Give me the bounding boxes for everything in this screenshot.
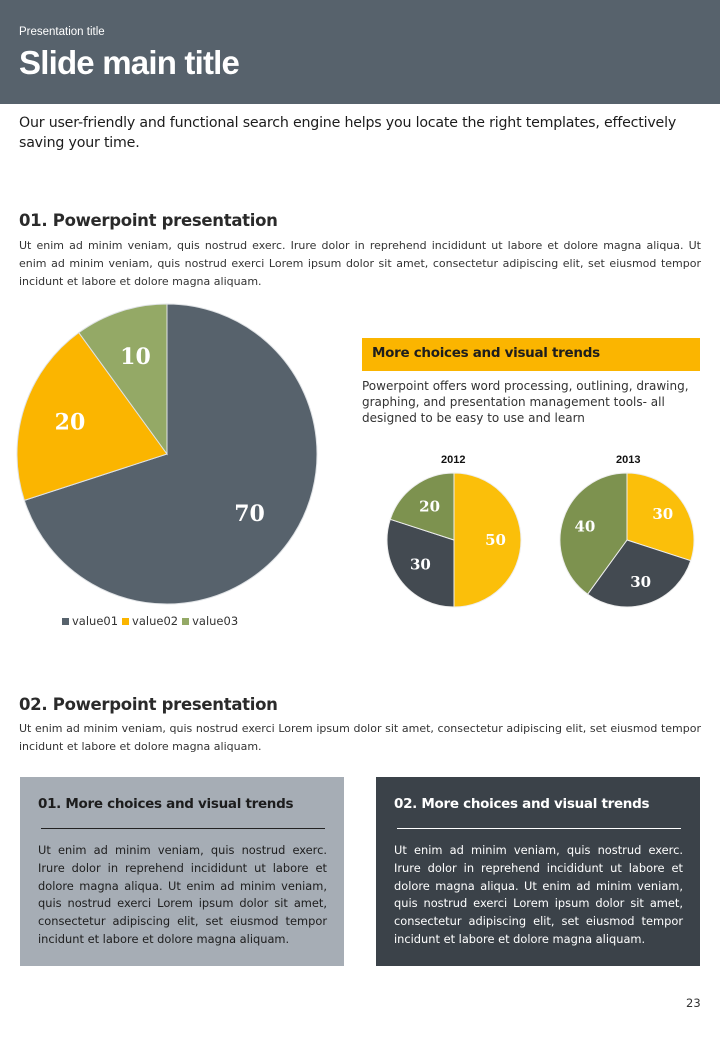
pie-data-label: 40 [574,517,596,536]
legend-label: value02 [132,614,179,628]
legend-label: value01 [72,614,119,628]
pie-2013-title: 2013 [616,454,641,466]
pie-data-label: 20 [54,409,86,436]
legend-item-value01 [62,614,118,628]
pie-2012-chart [386,472,522,608]
pie-data-label: 50 [485,531,506,549]
pie-data-label: 30 [409,555,431,574]
card-title: 01. More choices and visual trends [38,796,294,812]
highlight-title: More choices and visual trends [372,345,600,361]
slide-header [0,0,720,104]
legend-swatch [62,618,69,625]
pie-data-label: 10 [120,343,151,370]
pie-data-label: 30 [630,573,652,592]
section1-title: 01. Powerpoint presentation [19,211,278,230]
card-divider [41,828,325,829]
legend-label: value03 [192,614,239,628]
legend-item-value02 [122,614,178,628]
big-pie-chart [14,300,320,608]
big-pie-legend [62,614,238,628]
presentation-title: Presentation title [19,26,105,38]
slide-title: Slide main title [19,44,240,81]
pie-data-label: 70 [234,500,265,527]
highlight-banner [362,338,700,371]
section2-title: 02. Powerpoint presentation [19,695,278,714]
legend-item-value03 [182,614,238,628]
section2-body: Ut enim ad minim veniam, quis nostrud exerci Lorem ipsum dolor sit amet, consectetur adipiscing elit, set eiusmod tempor incidunt et labore et dolore magna aliquam. [19,722,701,753]
info-card-light [20,777,344,966]
pie-2013-chart [559,472,695,608]
info-card-dark [376,777,700,966]
card-title: 02. More choices and visual trends [394,796,650,812]
pie-2012-title: 2012 [441,454,466,466]
card-body: Ut enim ad minim veniam, quis nostrud exerc. Irure dolor in reprehend incididunt ut labore et dolore magna aliqua. Ut enim ad minim veniam, quis nostrud exerci Lorem ipsum dolor sit amet, consectetur adipiscing elit, set eiusmod tempor incidunt et labore et dolore magna aliquam. [38,843,327,946]
legend-swatch [122,618,129,625]
pie-data-label: 20 [419,497,441,516]
page-number: 23 [686,996,701,1010]
card-divider [397,828,681,829]
legend-swatch [182,618,189,625]
intro-text: Our user-friendly and functional search engine helps you locate the right templates, effectively saving your time. [19,115,677,151]
section1-body: Ut enim ad minim veniam, quis nostrud exerc. Irure dolor in reprehend incididunt ut labore et dolore magna aliqua. Ut enim ad minim veniam, quis nostrud exerci Lorem ipsum dolor sit amet, consectetur adipiscing elit, set eiusmod tempor incidunt et labore et dolore magna aliquam. [19,239,701,288]
pie-data-label: 30 [652,505,674,524]
highlight-body: Powerpoint offers word processing, outlining, drawing, graphing, and presentation management tools- all designed to be easy to use and learn [362,379,689,425]
card-body: Ut enim ad minim veniam, quis nostrud exerc. Irure dolor in reprehend incididunt ut labore et dolore magna aliqua. Ut enim ad minim veniam, quis nostrud exerci Lorem ipsum dolor sit amet, consectetur adipiscing elit, set eiusmod tempor incidunt et labore et dolore magna aliquam. [394,843,683,946]
